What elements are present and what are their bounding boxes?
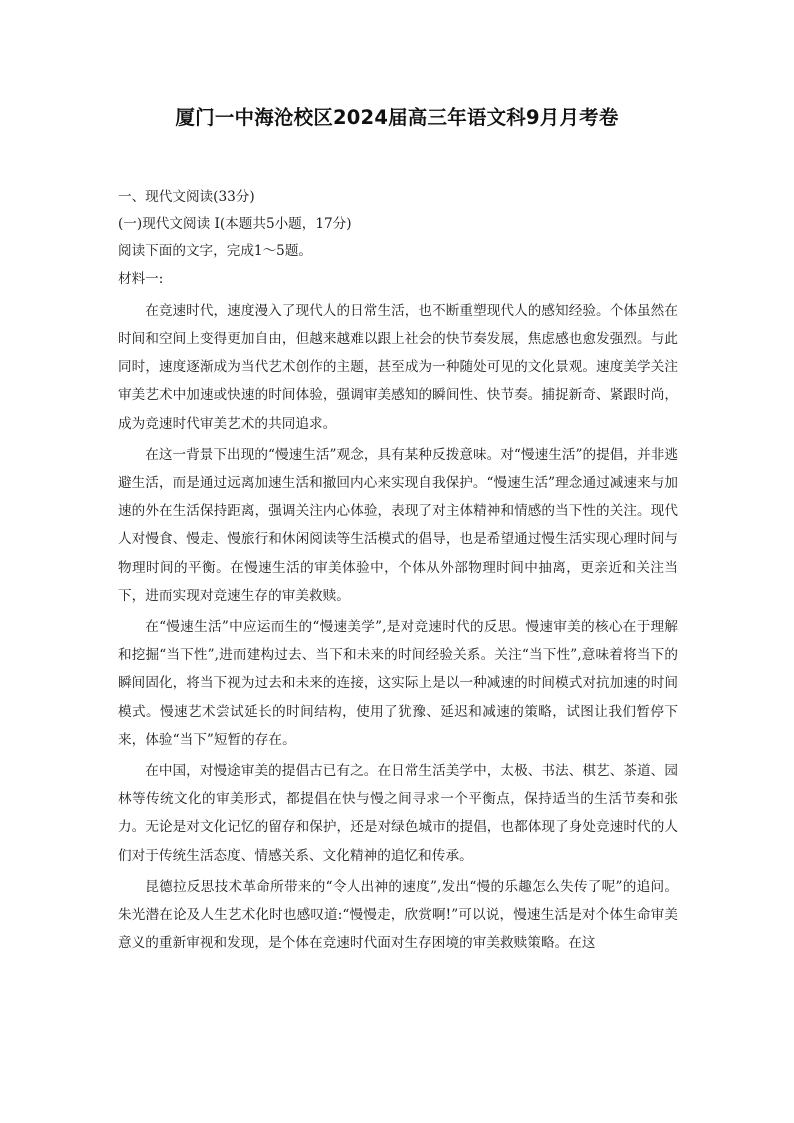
section-heading: 一、现代文阅读(33分): [118, 189, 255, 205]
paragraph: 昆德拉反思技术革命所带来的“令人出神的速度”,发出“慢的乐趣怎么失传了呢”的追问。朱光潜在论及人生艺术化时也感叹道:“慢慢走，欣赏啊!”可以说，慢速生活是对个体生命审美意义的重新审视和发现，是个体在竞速时代面对生存困境的审美救赎策略。在这: [118, 878, 678, 952]
paragraph: 在竞速时代，速度漫入了现代人的日常生活，也不断重塑现代人的感知经验。个体虽然在时间和空间上变得更加自由，但越来越难以跟上社会的快节奏发展，焦虑感也愈发强烈。与此同时，速度逐渐成为当代艺术创作的主题，甚至成为一种随处可见的文化景观。速度美学关注审美艺术中加速或快速的时间体验，强调审美感知的瞬间性、快节奏。捕捉新奇、紧跟时尚，成为竞速时代审美艺术的共同追求。: [118, 302, 678, 432]
subsection-heading: (一)现代文阅读 I(本题共5小题，17分): [118, 216, 352, 233]
reading-instruction: 阅读下面的文字，完成1～5题。: [118, 243, 313, 260]
paragraph: 在中国，对慢途审美的提倡古已有之。在日常生活美学中，太极、书法、棋艺、茶道、园林等传统文化的审美形式，都提倡在快与慢之间寻求一个平衡点，保持适当的生活节奏和张力。无论是对文化记忆的留存和保护，还是对绿色城市的提倡，也都体现了身处竞速时代的人们对于传统生活态度、情感关系、文化精神的追忆和传承。: [118, 763, 678, 864]
document-body: [118, 185, 678, 957]
material-label: 材料一:: [118, 270, 164, 287]
paragraph: 在“慢速生活”中应运而生的“慢速美学”,是对竞速时代的反思。慢速审美的核心在于理解和挖掘“当下性”,进而建构过去、当下和未来的时间经验关系。关注“当下性”,意味着将当下的瞬间固化，将当下视为过去和未来的连接，这实际上是以一种减速的时间模式对抗加速的时间模式。慢速艺术尝试延长的时间结构，使用了犹豫、延迟和减速的策略，试图让我们暂停下来，体验“当下”短暂的存在。: [118, 619, 678, 748]
paragraph: 在这一背景下出现的“慢速生活”观念，具有某种反拨意味。对“慢速生活”的提倡，并非逃避生活，而是通过远离加速生活和撤回内心来实现自我保护。“慢速生活”理念通过减速来与加速的外在生活保持距离，强调关注内心体验，表现了对主体精神和情感的当下性的关注。现代人对慢食、慢走、慢旅行和休闲阅读等生活模式的倡导，也是希望通过慢生活实现心理时间与物理时间的平衡。在慢速生活的审美体验中，个体从外部物理时间中抽离，更亲近和关注当下，进而实现对竞速生存的审美救赎。: [118, 446, 679, 604]
page-title: 厦门一中海沧校区2024届高三年语文科9月月考卷: [175, 106, 619, 129]
